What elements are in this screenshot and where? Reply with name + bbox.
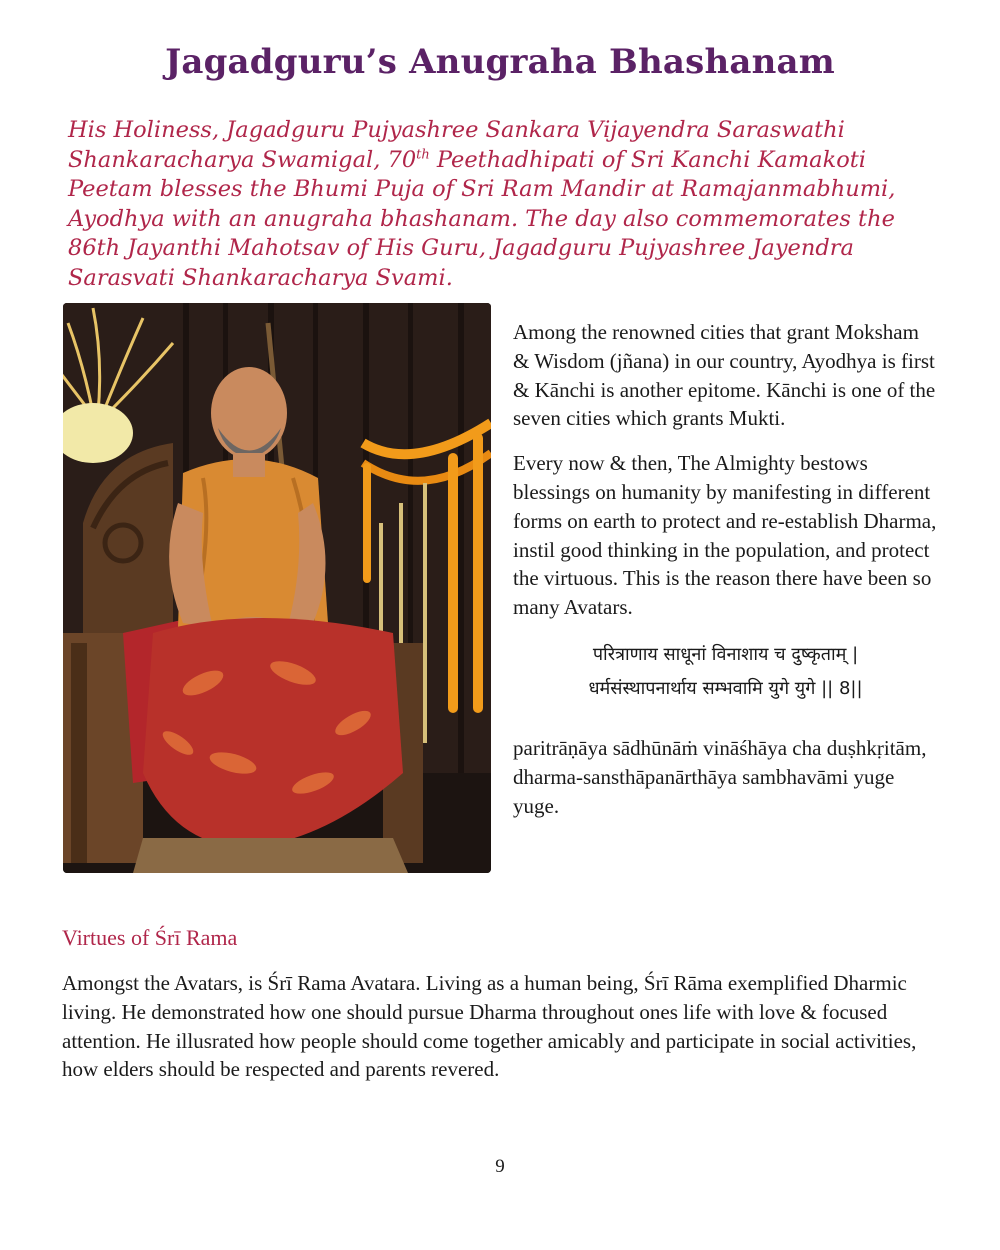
section-body: Amongst the Avatars, is Śrī Rama Avatara. Living as a human being, Śrī Rāma exemplified Dharmic living. He demonstrated how one should pursue Dharma throughout ones life with love & focused attention. He illusrated how people should come together amicably and participate in social activities, how elders should be respected and parents revered. [62, 971, 917, 1082]
intro-paragraph [68, 116, 948, 293]
sanskrit-verse [513, 638, 938, 706]
verse-line-2: धर्मसंस्थापनार्थाय सम्भवामि युगे युगे || 8|| [588, 677, 863, 699]
wooden-footrest [133, 838, 408, 873]
section-heading: Virtues of Śrī Rama [62, 925, 238, 950]
paragraph-avatars: Every now & then, The Almighty bestows blessings on humanity by manifesting in different forms on earth to protect and re-establish Dharma, instil good thinking in the population, and protect the virtuous. This is the reason there have been so many Avatars. [513, 451, 937, 620]
paragraph-cities: Among the renowned cities that grant Moksham & Wisdom (jñana) in our country, Ayodhya is first & Kānchi is another epitome. Kānchi is one of the seven cities which grants Mukti. [513, 320, 936, 431]
transliteration [513, 734, 938, 820]
right-column [513, 318, 938, 820]
page-number: 9 [495, 1156, 505, 1177]
intro-part-2: Peethadhipati of Sri Kanchi Kamakoti Peetam blesses the Bhumi Puja of Sri Ram Mandir at Ramajanmabhumi, Ayodhya with an anugraha bhashanam. The day also commemorates the 86th Jayanthi Mahotsav of His Guru, Jagadguru Pujyashree Jayendra Sarasvati Shankaracharya Svami. [68, 146, 896, 291]
intro-ordinal-suffix: th [416, 147, 430, 162]
transliteration-line-2: dharma-sansthāpanārthāya sambhavāmi yuge yuge. [513, 764, 895, 818]
swamigal-photo [63, 303, 491, 873]
page-title: Jagadguru’s Anugraha Bhashanam [165, 42, 835, 82]
verse-line-1: परित्राणाय साधूनां विनाशाय च दुष्कृताम् | [592, 643, 859, 665]
transliteration-line-1: paritrāṇāya sādhūnāṁ vināśhāya cha duṣhkṛitām, [513, 735, 927, 760]
swamigal-photo-illustration [63, 303, 491, 873]
intro-part-1: His Holiness, Jagadguru Pujyashree Sankara Vijayendra Saraswathi Shankaracharya Swamigal, 70 [68, 117, 845, 173]
